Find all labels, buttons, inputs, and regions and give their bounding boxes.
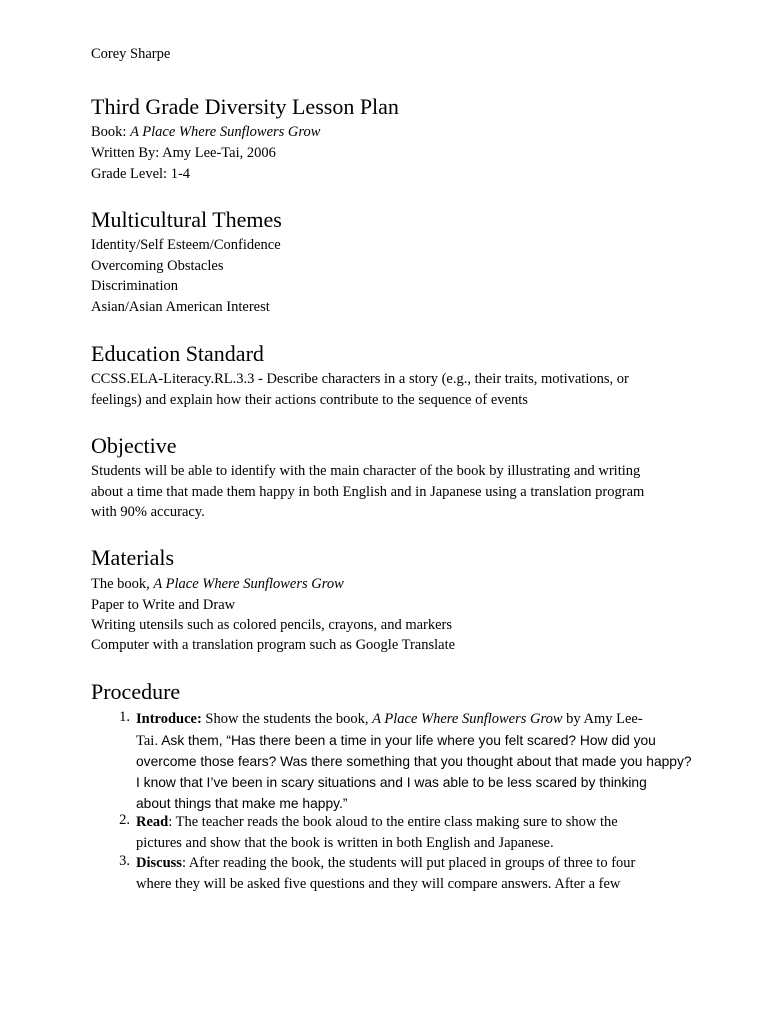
step-text: : The teacher reads the book aloud to the entire class making sure to show the xyxy=(168,814,618,830)
objective-text-line: about a time that made them happy in both English and in Japanese using a translation program xyxy=(91,484,645,500)
step-label: Introduce: xyxy=(136,711,202,727)
themes-heading: Multicultural Themes xyxy=(91,207,282,232)
objective-heading: Objective xyxy=(91,433,177,458)
step-text: where they will be asked five questions and they will compare answers. After a few xyxy=(136,876,621,892)
step-text: by Amy Lee- xyxy=(562,711,643,727)
author-name: Corey Sharpe xyxy=(91,46,171,62)
theme-item: Overcoming Obstacles xyxy=(91,258,224,274)
materials-heading: Materials xyxy=(91,545,175,570)
grade-level-line: Grade Level: 1-4 xyxy=(91,166,191,182)
step-text: overcome those fears? Was there something that you thought about that made you happy? xyxy=(136,754,692,769)
theme-item: Discrimination xyxy=(91,278,178,294)
book-line xyxy=(91,124,320,141)
material-item: Computer with a translation program such as Google Translate xyxy=(91,637,456,653)
step-text: : After reading the book, the students will put placed in groups of three to four xyxy=(181,855,636,871)
written-by-line: Written By: Amy Lee-Tai, 2006 xyxy=(91,145,276,161)
objective-text-line: with 90% accuracy. xyxy=(91,504,205,520)
step-number: 3. xyxy=(119,853,130,869)
step-label: Read xyxy=(136,814,169,830)
step-text: I know that I’ve been in scary situations and I was able to be less scared by thinking xyxy=(136,775,647,790)
objective-text-line: Students will be able to identify with the main character of the book by illustrating and writing xyxy=(91,463,641,479)
material-book-prefix: The book, xyxy=(91,576,154,592)
step-text: Show the students the book, xyxy=(201,711,373,727)
standard-heading: Education Standard xyxy=(91,341,264,366)
step-text: . Ask them, “Has there been a time in your life where you felt scared? How did you xyxy=(154,733,656,748)
theme-item: Identity/Self Esteem/Confidence xyxy=(91,237,281,253)
step-text: about things that make me happy.” xyxy=(136,796,348,811)
standard-text-line: CCSS.ELA-Literacy.RL.3.3 - Describe characters in a story (e.g., their traits, motivations, or xyxy=(91,371,629,387)
material-book-title: A Place Where Sunflowers Grow xyxy=(153,576,344,592)
material-item xyxy=(91,576,344,593)
document-title: Third Grade Diversity Lesson Plan xyxy=(91,94,399,119)
book-label: Book: xyxy=(91,124,131,140)
standard-text-line: feelings) and explain how their actions contribute to the sequence of events xyxy=(91,392,528,408)
theme-item: Asian/Asian American Interest xyxy=(91,299,270,315)
step-text: Tai xyxy=(136,733,155,749)
material-item: Writing utensils such as colored pencils, crayons, and markers xyxy=(91,617,453,633)
step-label: Discuss xyxy=(136,855,182,871)
material-item: Paper to Write and Draw xyxy=(91,597,236,613)
step-book-title: A Place Where Sunflowers Grow xyxy=(372,711,563,727)
step-text: pictures and show that the book is written in both English and Japanese. xyxy=(136,835,554,851)
procedure-heading: Procedure xyxy=(91,679,181,704)
book-title: A Place Where Sunflowers Grow xyxy=(130,124,321,140)
step-number: 1. xyxy=(119,709,130,725)
step-number: 2. xyxy=(119,812,130,828)
